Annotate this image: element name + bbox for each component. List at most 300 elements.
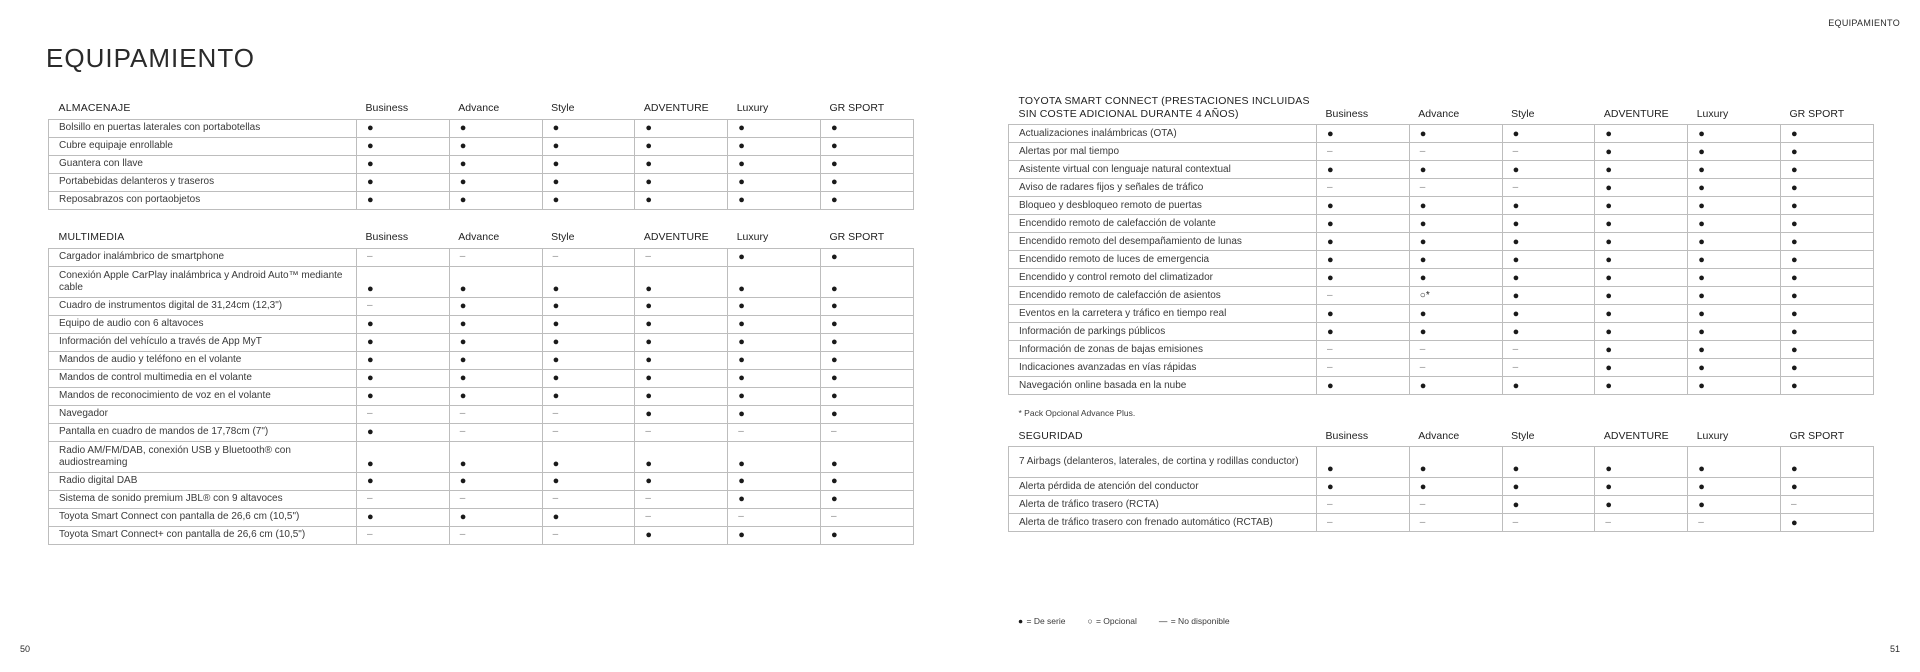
table-row xyxy=(49,248,914,266)
section-title: ALMACENAJE xyxy=(58,102,131,115)
feature-label: 7 Airbags (delanteros, laterales, de cortina y rodillas conductor) xyxy=(1009,447,1317,478)
standard-dot-icon: ● xyxy=(1409,251,1502,269)
standard-dot-icon: ● xyxy=(449,191,542,209)
standard-dot-icon: ● xyxy=(357,441,450,472)
section-header xyxy=(49,95,914,119)
not-available-dash: – xyxy=(357,405,450,423)
standard-dot-icon: ● xyxy=(357,173,450,191)
standard-dot-icon: ● xyxy=(635,333,728,351)
standard-dot-icon: ● xyxy=(357,155,450,173)
table-row xyxy=(49,155,914,173)
standard-dot-icon: ● xyxy=(1595,233,1688,251)
trim-header: Style xyxy=(1511,430,1535,443)
standard-dot-icon: ● xyxy=(820,297,913,315)
feature-label: Conexión Apple CarPlay inalámbrica y Android Auto™ mediante cable xyxy=(49,266,357,297)
standard-dot-icon: ● xyxy=(542,266,635,297)
page-title: EQUIPAMIENTO xyxy=(46,43,255,73)
standard-dot-icon: ● xyxy=(1780,359,1873,377)
standard-dot-icon: ● xyxy=(1502,125,1595,143)
table-row xyxy=(1009,269,1874,287)
table-row xyxy=(1009,197,1874,215)
table-row xyxy=(1009,377,1874,395)
not-available-dash: – xyxy=(449,405,542,423)
feature-label: Sistema de sonido premium JBL® con 9 altavoces xyxy=(49,490,357,508)
standard-dot-icon: ● xyxy=(1780,377,1873,395)
standard-dot-icon: ● xyxy=(449,333,542,351)
legend xyxy=(1018,616,1230,626)
table-row xyxy=(49,173,914,191)
standard-dot-icon: ● xyxy=(635,297,728,315)
trim-header: GR SPORT xyxy=(1789,108,1845,121)
table-row xyxy=(1009,233,1874,251)
optional-circle-icon: ○* xyxy=(1409,287,1502,305)
standard-dot-icon: ● xyxy=(1502,377,1595,395)
feature-label: Navegación online basada en la nube xyxy=(1009,377,1317,395)
feature-label: Cubre equipaje enrollable xyxy=(49,137,357,155)
standard-dot-icon: ● xyxy=(1780,447,1873,478)
standard-dot-icon: ● xyxy=(635,369,728,387)
feature-label: Mandos de reconocimiento de voz en el volante xyxy=(49,387,357,405)
standard-dot-icon: ● xyxy=(1688,197,1781,215)
standard-dot-icon: ● xyxy=(1595,215,1688,233)
standard-dot-icon: ● xyxy=(357,333,450,351)
standard-dot-icon: ● xyxy=(1780,478,1873,496)
standard-dot-icon: ● xyxy=(1780,161,1873,179)
feature-label: Cargador inalámbrico de smartphone xyxy=(49,248,357,266)
table-row xyxy=(1009,251,1874,269)
standard-dot-icon: ● xyxy=(1688,287,1781,305)
standard-dot-icon: ● xyxy=(1688,341,1781,359)
table-row xyxy=(49,191,914,209)
not-available-dash: – xyxy=(635,423,728,441)
standard-dot-icon: ● xyxy=(1595,496,1688,514)
feature-label: Guantera con llave xyxy=(49,155,357,173)
standard-dot-icon: ● xyxy=(1688,143,1781,161)
standard-dot-icon: ● xyxy=(542,119,635,137)
not-available-dash: – xyxy=(728,508,821,526)
trim-header: Advance xyxy=(458,102,500,115)
feature-label: Equipo de audio con 6 altavoces xyxy=(49,315,357,333)
standard-dot-icon: ● xyxy=(1317,233,1410,251)
standard-dot-icon: ● xyxy=(1688,215,1781,233)
standard-dot-icon: ● xyxy=(1595,287,1688,305)
standard-dot-icon: ● xyxy=(820,369,913,387)
not-available-dash: – xyxy=(1409,514,1502,532)
table-row xyxy=(49,119,914,137)
standard-dot-icon: ● xyxy=(357,387,450,405)
section-header xyxy=(1009,95,1874,125)
feature-label: Mandos de control multimedia en el volante xyxy=(49,369,357,387)
trim-header: Style xyxy=(551,102,575,115)
standard-dot-icon: ● xyxy=(728,297,821,315)
trim-header: ADVENTURE xyxy=(1603,108,1669,121)
table-row xyxy=(1009,215,1874,233)
standard-dot-icon: ● xyxy=(1317,197,1410,215)
trim-header: Business xyxy=(1325,430,1369,443)
feature-label: Alerta de tráfico trasero con frenado automático (RCTAB) xyxy=(1009,514,1317,532)
trim-header: Advance xyxy=(1418,108,1460,121)
standard-dot-icon: ● xyxy=(1780,215,1873,233)
trim-header: Luxury xyxy=(736,231,769,244)
standard-dot-icon: ● xyxy=(357,191,450,209)
standard-dot-icon: ● xyxy=(728,266,821,297)
not-available-dash: – xyxy=(1502,179,1595,197)
table-row xyxy=(1009,323,1874,341)
standard-dot-icon: ● xyxy=(1317,269,1410,287)
standard-dot-icon: ● xyxy=(357,508,450,526)
standard-dot-icon: ● xyxy=(728,173,821,191)
standard-dot-icon: ● xyxy=(820,191,913,209)
feature-label: Alerta pérdida de atención del conductor xyxy=(1009,478,1317,496)
standard-dot-icon: ● xyxy=(542,472,635,490)
standard-dot-icon: ● xyxy=(1780,143,1873,161)
feature-label: Cuadro de instrumentos digital de 31,24cm (12,3") xyxy=(49,297,357,315)
feature-label: Pantalla en cuadro de mandos de 17,78cm (7") xyxy=(49,423,357,441)
standard-dot-icon: ● xyxy=(635,387,728,405)
trim-header: ADVENTURE xyxy=(643,231,709,244)
trim-header: ADVENTURE xyxy=(1603,430,1669,443)
dash-icon: — xyxy=(1158,616,1168,626)
standard-dot-icon: ● xyxy=(820,266,913,297)
standard-dot-icon: ● xyxy=(357,472,450,490)
table-row xyxy=(49,351,914,369)
standard-dot-icon: ● xyxy=(1409,305,1502,323)
standard-dot-icon: ● xyxy=(1595,377,1688,395)
standard-dot-icon: ● xyxy=(1409,478,1502,496)
not-available-dash: – xyxy=(1409,359,1502,377)
standard-dot-icon: ● xyxy=(1502,447,1595,478)
standard-dot-icon: ● xyxy=(1409,269,1502,287)
standard-dot-icon: ● xyxy=(449,297,542,315)
not-available-dash: – xyxy=(1317,496,1410,514)
standard-dot-icon: ● xyxy=(1317,251,1410,269)
trim-header: GR SPORT xyxy=(829,102,885,115)
not-available-dash: – xyxy=(1502,514,1595,532)
standard-dot-icon: ● xyxy=(1595,447,1688,478)
trim-header: Luxury xyxy=(736,102,769,115)
standard-dot-icon: ● xyxy=(1317,447,1410,478)
standard-dot-icon: ● xyxy=(635,472,728,490)
standard-dot-icon: ● xyxy=(820,405,913,423)
feature-label: Encendido remoto de calefacción de volante xyxy=(1009,215,1317,233)
standard-dot-icon: ● xyxy=(1780,197,1873,215)
standard-dot-icon: ● xyxy=(542,297,635,315)
not-available-dash: – xyxy=(1317,359,1410,377)
table-row xyxy=(49,315,914,333)
standard-dot-icon: ● xyxy=(542,137,635,155)
standard-dot-icon: ● xyxy=(635,315,728,333)
standard-dot-icon: ● xyxy=(1688,323,1781,341)
standard-dot-icon: ● xyxy=(635,351,728,369)
standard-dot-icon: ● xyxy=(1595,305,1688,323)
standard-dot-icon: ● xyxy=(728,490,821,508)
standard-dot-icon: ● xyxy=(1317,323,1410,341)
standard-dot-icon: ● xyxy=(449,173,542,191)
table-row xyxy=(1009,478,1874,496)
standard-dot-icon: ● xyxy=(728,526,821,544)
standard-dot-icon: ● xyxy=(1688,269,1781,287)
standard-dot-icon: ● xyxy=(1595,197,1688,215)
footnote-row xyxy=(1009,395,1874,423)
not-available-dash: – xyxy=(820,423,913,441)
not-available-dash: – xyxy=(449,526,542,544)
feature-label: Encendido remoto del desempañamiento de lunas xyxy=(1009,233,1317,251)
feature-label: Reposabrazos con portaobjetos xyxy=(49,191,357,209)
standard-dot-icon: ● xyxy=(728,315,821,333)
standard-dot-icon: ● xyxy=(1409,323,1502,341)
standard-dot-icon: ● xyxy=(1317,125,1410,143)
table-row xyxy=(49,333,914,351)
standard-dot-icon: ● xyxy=(820,333,913,351)
standard-dot-icon: ● xyxy=(728,405,821,423)
trim-header: Luxury xyxy=(1696,108,1729,121)
standard-dot-icon: ● xyxy=(1595,125,1688,143)
standard-dot-icon: ● xyxy=(1409,233,1502,251)
feature-label: Alerta de tráfico trasero (RCTA) xyxy=(1009,496,1317,514)
feature-label: Eventos en la carretera y tráfico en tiempo real xyxy=(1009,305,1317,323)
standard-dot-icon: ● xyxy=(820,119,913,137)
table-row xyxy=(1009,514,1874,532)
trim-header: GR SPORT xyxy=(1789,430,1845,443)
not-available-dash: – xyxy=(1409,179,1502,197)
standard-dot-icon: ● xyxy=(449,351,542,369)
standard-dot-icon: ● xyxy=(1595,478,1688,496)
standard-dot-icon: ● xyxy=(449,441,542,472)
standard-dot-icon: ● xyxy=(728,155,821,173)
standard-dot-icon: ● xyxy=(542,173,635,191)
standard-dot-icon: ● xyxy=(1409,197,1502,215)
running-head: EQUIPAMIENTO xyxy=(1828,18,1900,28)
standard-dot-icon: ● xyxy=(449,387,542,405)
standard-dot-icon: ● xyxy=(449,137,542,155)
trim-header: Business xyxy=(1325,108,1369,121)
standard-dot-icon: ● xyxy=(1688,179,1781,197)
standard-dot-icon: ● xyxy=(1595,269,1688,287)
standard-dot-icon: ● xyxy=(1780,341,1873,359)
standard-dot-icon: ● xyxy=(728,191,821,209)
standard-dot-icon: ● xyxy=(820,526,913,544)
feature-label: Actualizaciones inalámbricas (OTA) xyxy=(1009,125,1317,143)
standard-dot-icon: ● xyxy=(1688,447,1781,478)
standard-dot-icon: ● xyxy=(1688,496,1781,514)
standard-dot-icon: ● xyxy=(728,248,821,266)
standard-dot-icon: ● xyxy=(357,423,450,441)
not-available-dash: – xyxy=(542,423,635,441)
standard-dot-icon: ● xyxy=(1502,323,1595,341)
standard-dot-icon: ● xyxy=(1595,179,1688,197)
not-available-dash: – xyxy=(449,490,542,508)
standard-dot-icon: ● xyxy=(1688,377,1781,395)
standard-dot-icon: ● xyxy=(728,333,821,351)
not-available-dash: – xyxy=(1317,179,1410,197)
standard-dot-icon: ● xyxy=(728,472,821,490)
not-available-dash: – xyxy=(1502,143,1595,161)
feature-label: Toyota Smart Connect+ con pantalla de 26,6 cm (10,5") xyxy=(49,526,357,544)
not-available-dash: – xyxy=(357,490,450,508)
table-row xyxy=(1009,359,1874,377)
feature-label: Alertas por mal tiempo xyxy=(1009,143,1317,161)
standard-dot-icon: ● xyxy=(542,333,635,351)
footnote: * Pack Opcional Advance Plus. xyxy=(1018,408,1136,418)
not-available-dash: – xyxy=(542,248,635,266)
standard-dot-icon: ● xyxy=(1409,125,1502,143)
standard-dot-icon: ● xyxy=(542,155,635,173)
standard-dot-icon: ● xyxy=(820,173,913,191)
standard-dot-icon: ● xyxy=(1502,251,1595,269)
standard-dot-icon: ● xyxy=(1688,359,1781,377)
standard-dot-icon: ● xyxy=(1780,233,1873,251)
trim-header: ADVENTURE xyxy=(643,102,709,115)
standard-dot-icon: ● xyxy=(1595,161,1688,179)
page-number-right: 51 xyxy=(1889,644,1900,654)
standard-dot-icon: ● xyxy=(357,137,450,155)
standard-dot-icon: ● xyxy=(542,369,635,387)
table-row xyxy=(1009,143,1874,161)
not-available-dash: – xyxy=(357,248,450,266)
table-row xyxy=(49,508,914,526)
standard-dot-icon: ● xyxy=(357,351,450,369)
standard-dot-icon: ● xyxy=(542,441,635,472)
standard-dot-icon: ● xyxy=(820,248,913,266)
standard-dot-icon: ● xyxy=(820,441,913,472)
not-available-dash: – xyxy=(449,248,542,266)
not-available-dash: – xyxy=(1409,341,1502,359)
not-available-dash: – xyxy=(1502,359,1595,377)
standard-dot-icon: ● xyxy=(1409,447,1502,478)
standard-dot-icon: ● xyxy=(542,351,635,369)
standard-dot-icon: ● xyxy=(1688,251,1781,269)
standard-dot-icon: ● xyxy=(1780,323,1873,341)
standard-dot-icon: ● xyxy=(1502,269,1595,287)
standard-dot-icon: ● xyxy=(449,508,542,526)
feature-label: Mandos de audio y teléfono en el volante xyxy=(49,351,357,369)
standard-dot-icon: ● xyxy=(357,315,450,333)
table-row xyxy=(49,137,914,155)
section-spacer xyxy=(49,209,914,224)
standard-dot-icon: ● xyxy=(1688,233,1781,251)
not-available-dash: – xyxy=(1688,514,1781,532)
standard-dot-icon: ● xyxy=(1502,287,1595,305)
not-available-dash: – xyxy=(1780,496,1873,514)
standard-dot-icon: ● xyxy=(1780,251,1873,269)
feature-label: Indicaciones avanzadas en vías rápidas xyxy=(1009,359,1317,377)
not-available-dash: – xyxy=(1409,496,1502,514)
standard-dot-icon: ● xyxy=(1317,377,1410,395)
not-available-dash: – xyxy=(820,508,913,526)
section-header xyxy=(49,224,914,248)
standard-dot-icon: ● xyxy=(1780,179,1873,197)
standard-dot-icon: ● xyxy=(820,155,913,173)
optional-circle-icon: ○ xyxy=(1087,616,1093,626)
table-row xyxy=(1009,496,1874,514)
trim-header: Advance xyxy=(458,231,500,244)
standard-dot-icon: ● xyxy=(1595,323,1688,341)
legend-optional: ○ = Opcional xyxy=(1087,616,1137,626)
standard-dot-icon: ● xyxy=(820,387,913,405)
feature-label: Bolsillo en puertas laterales con portabotellas xyxy=(49,119,357,137)
standard-dot-icon: ● xyxy=(728,351,821,369)
feature-label: Radio digital DAB xyxy=(49,472,357,490)
standard-dot-icon: ● xyxy=(1317,478,1410,496)
not-available-dash: – xyxy=(357,297,450,315)
trim-header: Style xyxy=(1511,108,1535,121)
standard-dot-icon: ● xyxy=(357,266,450,297)
not-available-dash: – xyxy=(728,423,821,441)
standard-dot-icon: ● xyxy=(357,369,450,387)
trim-header: Business xyxy=(365,231,409,244)
equipment-table-right xyxy=(1008,95,1874,532)
standard-dot-icon: ● xyxy=(635,119,728,137)
table-row xyxy=(49,297,914,315)
feature-label: Información de zonas de bajas emisiones xyxy=(1009,341,1317,359)
standard-dot-icon: ● xyxy=(728,369,821,387)
standard-dot-icon: ● xyxy=(635,266,728,297)
standard-dot-icon: ● xyxy=(1409,377,1502,395)
not-available-dash: – xyxy=(635,248,728,266)
standard-dot-icon: ● xyxy=(728,137,821,155)
not-available-dash: – xyxy=(542,405,635,423)
standard-dot-icon: ● xyxy=(635,137,728,155)
table-row xyxy=(1009,179,1874,197)
standard-dot-icon: ● xyxy=(1688,478,1781,496)
trim-header: Advance xyxy=(1418,430,1460,443)
table-row xyxy=(1009,161,1874,179)
trim-header: Style xyxy=(551,231,575,244)
standard-dot-icon: ● xyxy=(1502,215,1595,233)
standard-dot-icon: ● xyxy=(542,315,635,333)
feature-label: Aviso de radares fijos y señales de tráfico xyxy=(1009,179,1317,197)
not-available-dash: – xyxy=(1317,143,1410,161)
not-available-dash: – xyxy=(635,508,728,526)
legend-standard: ● = De serie xyxy=(1018,616,1066,626)
feature-label: Encendido y control remoto del climatizador xyxy=(1009,269,1317,287)
standard-dot-icon: ● xyxy=(449,119,542,137)
standard-dot-icon: ● xyxy=(1780,287,1873,305)
standard-dot-icon: ● xyxy=(1502,161,1595,179)
standard-dot-icon: ● xyxy=(1317,161,1410,179)
standard-dot-icon: ● xyxy=(1409,215,1502,233)
standard-dot-icon: ● xyxy=(449,315,542,333)
table-row xyxy=(1009,447,1874,478)
standard-dot-icon: ● xyxy=(1595,341,1688,359)
section-title: MULTIMEDIA xyxy=(58,231,125,244)
section-title: TOYOTA SMART CONNECT (PRESTACIONES INCLUIDAS SIN COSTE ADICIONAL DURANTE 4 AÑOS) xyxy=(1018,95,1310,121)
standard-dot-icon: ● xyxy=(357,119,450,137)
table-row xyxy=(1009,125,1874,143)
table-row xyxy=(49,266,914,297)
trim-header: Business xyxy=(365,102,409,115)
not-available-dash: – xyxy=(1409,143,1502,161)
section-title: SEGURIDAD xyxy=(1018,430,1083,443)
section-header xyxy=(1009,423,1874,447)
feature-label: Radio AM/FM/DAB, conexión USB y Bluetooth® con audiostreaming xyxy=(49,441,357,472)
feature-label: Encendido remoto de calefacción de asientos xyxy=(1009,287,1317,305)
equipment-table-left xyxy=(48,95,914,545)
table-row xyxy=(49,405,914,423)
standard-dot-icon: ● xyxy=(1780,514,1873,532)
standard-dot-icon: ● xyxy=(449,155,542,173)
standard-dot-icon: ● xyxy=(1502,478,1595,496)
table-row xyxy=(1009,341,1874,359)
standard-dot-icon: ● xyxy=(1502,496,1595,514)
feature-label: Navegador xyxy=(49,405,357,423)
right-column xyxy=(1008,95,1873,532)
standard-dot-icon: ● xyxy=(635,191,728,209)
standard-dot-icon: ● xyxy=(1780,269,1873,287)
standard-dot-icon: ● xyxy=(1688,305,1781,323)
feature-label: Asistente virtual con lenguaje natural contextual xyxy=(1009,161,1317,179)
standard-dot-icon: ● xyxy=(728,387,821,405)
